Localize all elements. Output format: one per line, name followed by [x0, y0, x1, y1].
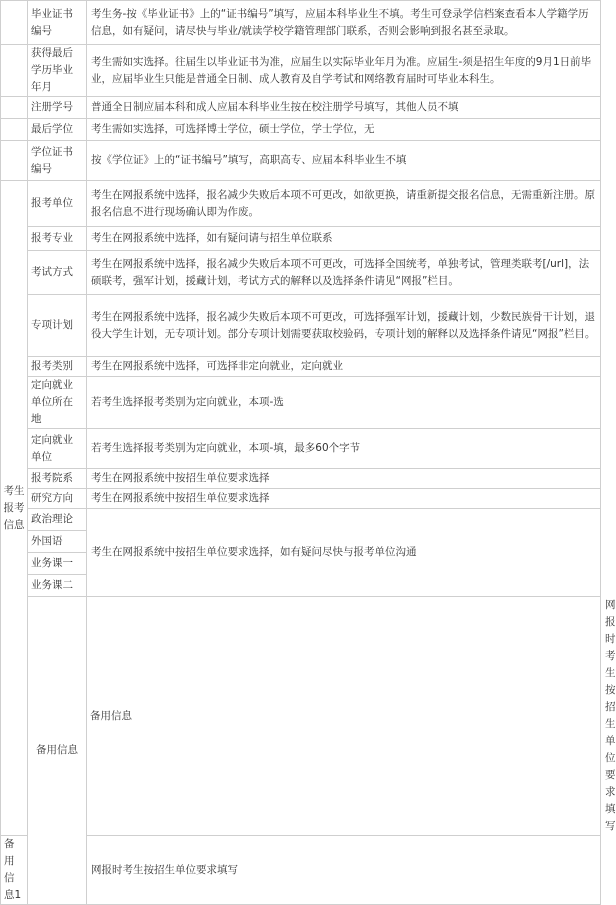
table-row [1, 181, 601, 227]
category-cell-empty [1, 45, 28, 97]
category-applicant-info: 考生报考信息 [1, 181, 28, 836]
table-row [1, 97, 601, 119]
field-label: 定向就业单位所在地 [28, 377, 87, 429]
table-row [1, 295, 601, 357]
field-description: 考生在网报系统中选择，报名减少失败后本项不可更改，可选择全国统考，单独考试，管理类联考[/url]，法硕联考，强军计划，援藏计划，考试方式的解释以及选择条件请见“网报”栏目。 [87, 251, 601, 295]
table-row: 备用信息 备用信息 网报时考生按招生单位要求填写 [1, 597, 601, 836]
field-description: 普通全日制应届本科和成人应届本科毕业生按在校注册学号填写，其他人员不填 [87, 97, 601, 119]
table-row [1, 836, 601, 905]
field-description: 考生在网报系统中按招生单位要求选择，如有疑问尽快与报考单位沟通 [87, 509, 601, 597]
field-description: 考生在网报系统中选择，报名减少失败后本项不可更改，如欲更换，请重新提交报名信息，无需重新注册。原报名信息不进行现场确认即为作废。 [87, 181, 601, 227]
field-label: 报考专业 [28, 227, 87, 251]
category-cell-empty [1, 97, 28, 119]
field-label: 毕业证书编号 [28, 1, 87, 45]
field-label: 报考类别 [28, 357, 87, 377]
field-description: 考生在网报系统中按招生单位要求选择 [87, 489, 601, 509]
field-label: 获得最后学历毕业年月 [28, 45, 87, 97]
field-label: 专项计划 [28, 295, 87, 357]
table-row [1, 141, 601, 181]
field-label: 定向就业单位 [28, 429, 87, 469]
field-description: 考生需如实选择，可选择博士学位，硕士学位，学士学位，无 [87, 119, 601, 141]
field-label: 备用信息1 [1, 836, 28, 905]
field-label: 报考单位 [28, 181, 87, 227]
field-description: 若考生选择报考类别为定向就业，本项-选 [87, 377, 601, 429]
field-label: 报考院系 [28, 469, 87, 489]
field-description: 按《学位证》上的“证书编号”填写，高职高专、应届本科毕业生不填 [87, 141, 601, 181]
table-row [1, 227, 601, 251]
category-cell-empty [1, 1, 28, 45]
field-label: 政治理论 [28, 509, 87, 531]
field-label: 最后学位 [28, 119, 87, 141]
table-row [1, 251, 601, 295]
table-row [1, 1, 601, 45]
category-backup-info: 备用信息 [28, 597, 87, 905]
table-row [1, 429, 601, 469]
field-description: 考生在网报系统中选择，可选择非定向就业，定向就业 [87, 357, 601, 377]
field-description: 考生需如实选择。往届生以毕业证书为准，应届生以实际毕业年月为准。应届生-须是招生年度的9月1日前毕业，应届毕业生只能是普通全日制、成人教育及自学考试和网络教育届时可毕业本科生。 [87, 45, 601, 97]
field-label: 业务课一 [28, 553, 87, 575]
table-row [1, 509, 601, 531]
table-row [1, 469, 601, 489]
category-cell-empty [1, 119, 28, 141]
field-label: 学位证书编号 [28, 141, 87, 181]
field-label: 考试方式 [28, 251, 87, 295]
table-row [1, 377, 601, 429]
field-label: 研究方向 [28, 489, 87, 509]
field-label: 业务课二 [28, 575, 87, 597]
field-description: 考生在网报系统中选择，如有疑问请与招生单位联系 [87, 227, 601, 251]
field-label: 注册学号 [28, 97, 87, 119]
field-description: 考生在网报系统中按招生单位要求选择 [87, 469, 601, 489]
field-description: 若考生选择报考类别为定向就业，本项-填，最多60个字节 [87, 429, 601, 469]
field-description: 考生务-按《毕业证书》上的“证书编号”填写，应届本科毕业生不填。考生可登录学信档案查看本人学籍学历信息，如有疑问，请尽快与毕业/就读学校学籍管理部门联系，否则会影响到报名甚至录取。 [87, 1, 601, 45]
table-row [1, 357, 601, 377]
field-description: 考生在网报系统中选择，报名减少失败后本项不可更改，可选择强军计划，援藏计划，少数民族骨干计划，退役大学生计划，无专项计划。部分专项计划需要获取校验码，专项计划的解释以及选择条件请见“网报”栏目。 [87, 295, 601, 357]
field-label: 备用信息 [87, 597, 601, 836]
table-row [1, 489, 601, 509]
field-description: 网报时考生按招生单位要求填写 [87, 836, 601, 905]
table-row [1, 45, 601, 97]
category-cell-empty [1, 141, 28, 181]
field-label: 外国语 [28, 531, 87, 553]
table-row [1, 119, 601, 141]
